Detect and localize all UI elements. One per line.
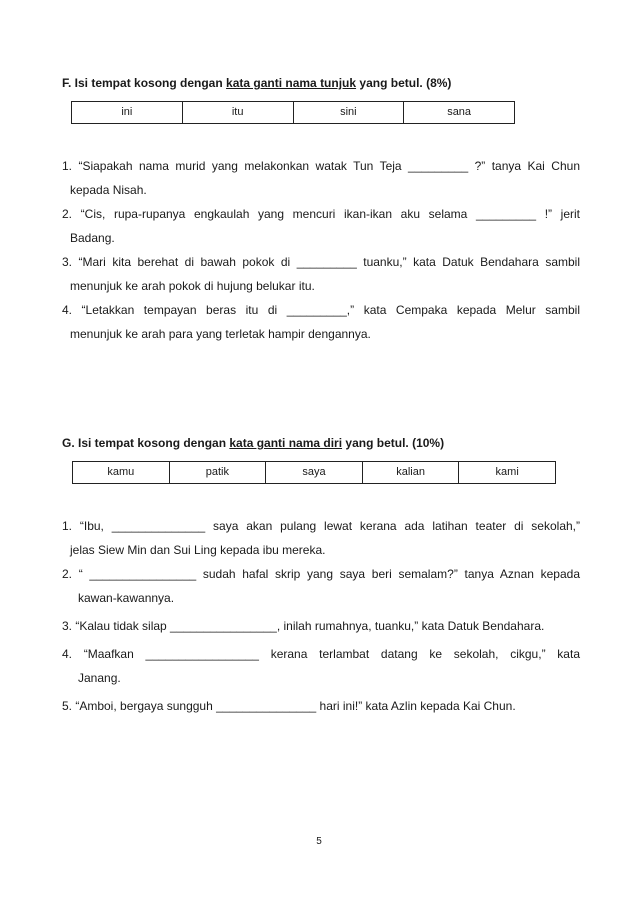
question-item: 2. “Cis, rupa-rupanya engkaulah yang mencuri ikan-ikan aku selama _________ !” jerit Badang.: [62, 207, 580, 245]
page-number: 5: [316, 836, 322, 847]
word-box-g: [72, 461, 556, 484]
question-item: 3. “Mari kita berehat di bawah pokok di _________ tuanku,” kata Datuk Bendahara sambil menunjuk ke arah pokok di hujung belukar itu.: [62, 255, 580, 293]
question-item: 4. “Letakkan tempayan beras itu di _________,” kata Cempaka kepada Melur sambil menunjuk ke arah para yang terletak hampir dengannya.: [62, 303, 580, 341]
word-box-f: [71, 101, 515, 124]
section-g-title: G. Isi tempat kosong dengan kata ganti nama diri yang betul. (10%): [62, 436, 445, 450]
word-option: patik: [169, 462, 266, 483]
question-item: 5. “Amboi, bergaya sungguh _______________ hari ini!” kata Azlin kepada Kai Chun.: [62, 699, 516, 713]
word-option: kami: [458, 462, 555, 483]
question-item: 3. “Kalau tidak silap ________________, inilah rumahnya, tuanku,” kata Datuk Bendahara.: [62, 619, 545, 633]
word-option: sini: [293, 102, 404, 123]
question-list-g: [62, 514, 580, 718]
word-option: itu: [182, 102, 293, 123]
question-list-f: [62, 154, 580, 346]
word-option: kalian: [362, 462, 459, 483]
section-f: [62, 76, 580, 346]
section-g: [62, 436, 580, 718]
question-item: 4. “Maafkan _________________ kerana terlambat datang ke sekolah, cikgu,” kata Janang.: [62, 647, 580, 685]
question-item: 1. “Siapakah nama murid yang melakonkan watak Tun Teja _________ ?” tanya Kai Chun kepada Nisah.: [62, 159, 580, 197]
question-item: 1. “Ibu, ______________ saya akan pulang lewat kerana ada latihan teater di sekolah,” jelas Siew Min dan Sui Ling kepada ibu mereka.: [62, 519, 580, 557]
word-option: kamu: [107, 466, 135, 478]
word-option: sana: [403, 102, 514, 123]
word-option: saya: [265, 462, 362, 483]
word-option: ini: [121, 106, 133, 118]
section-g-emphasis: kata ganti nama diri: [229, 436, 343, 450]
section-f-emphasis: kata ganti nama tunjuk: [226, 76, 357, 90]
question-item: 2. “ ________________ sudah hafal skrip yang saya beri semalam?” tanya Aznan kepada kawan-kawannya.: [62, 567, 580, 605]
section-f-title: F. Isi tempat kosong dengan kata ganti nama tunjuk yang betul. (8%): [62, 76, 452, 90]
